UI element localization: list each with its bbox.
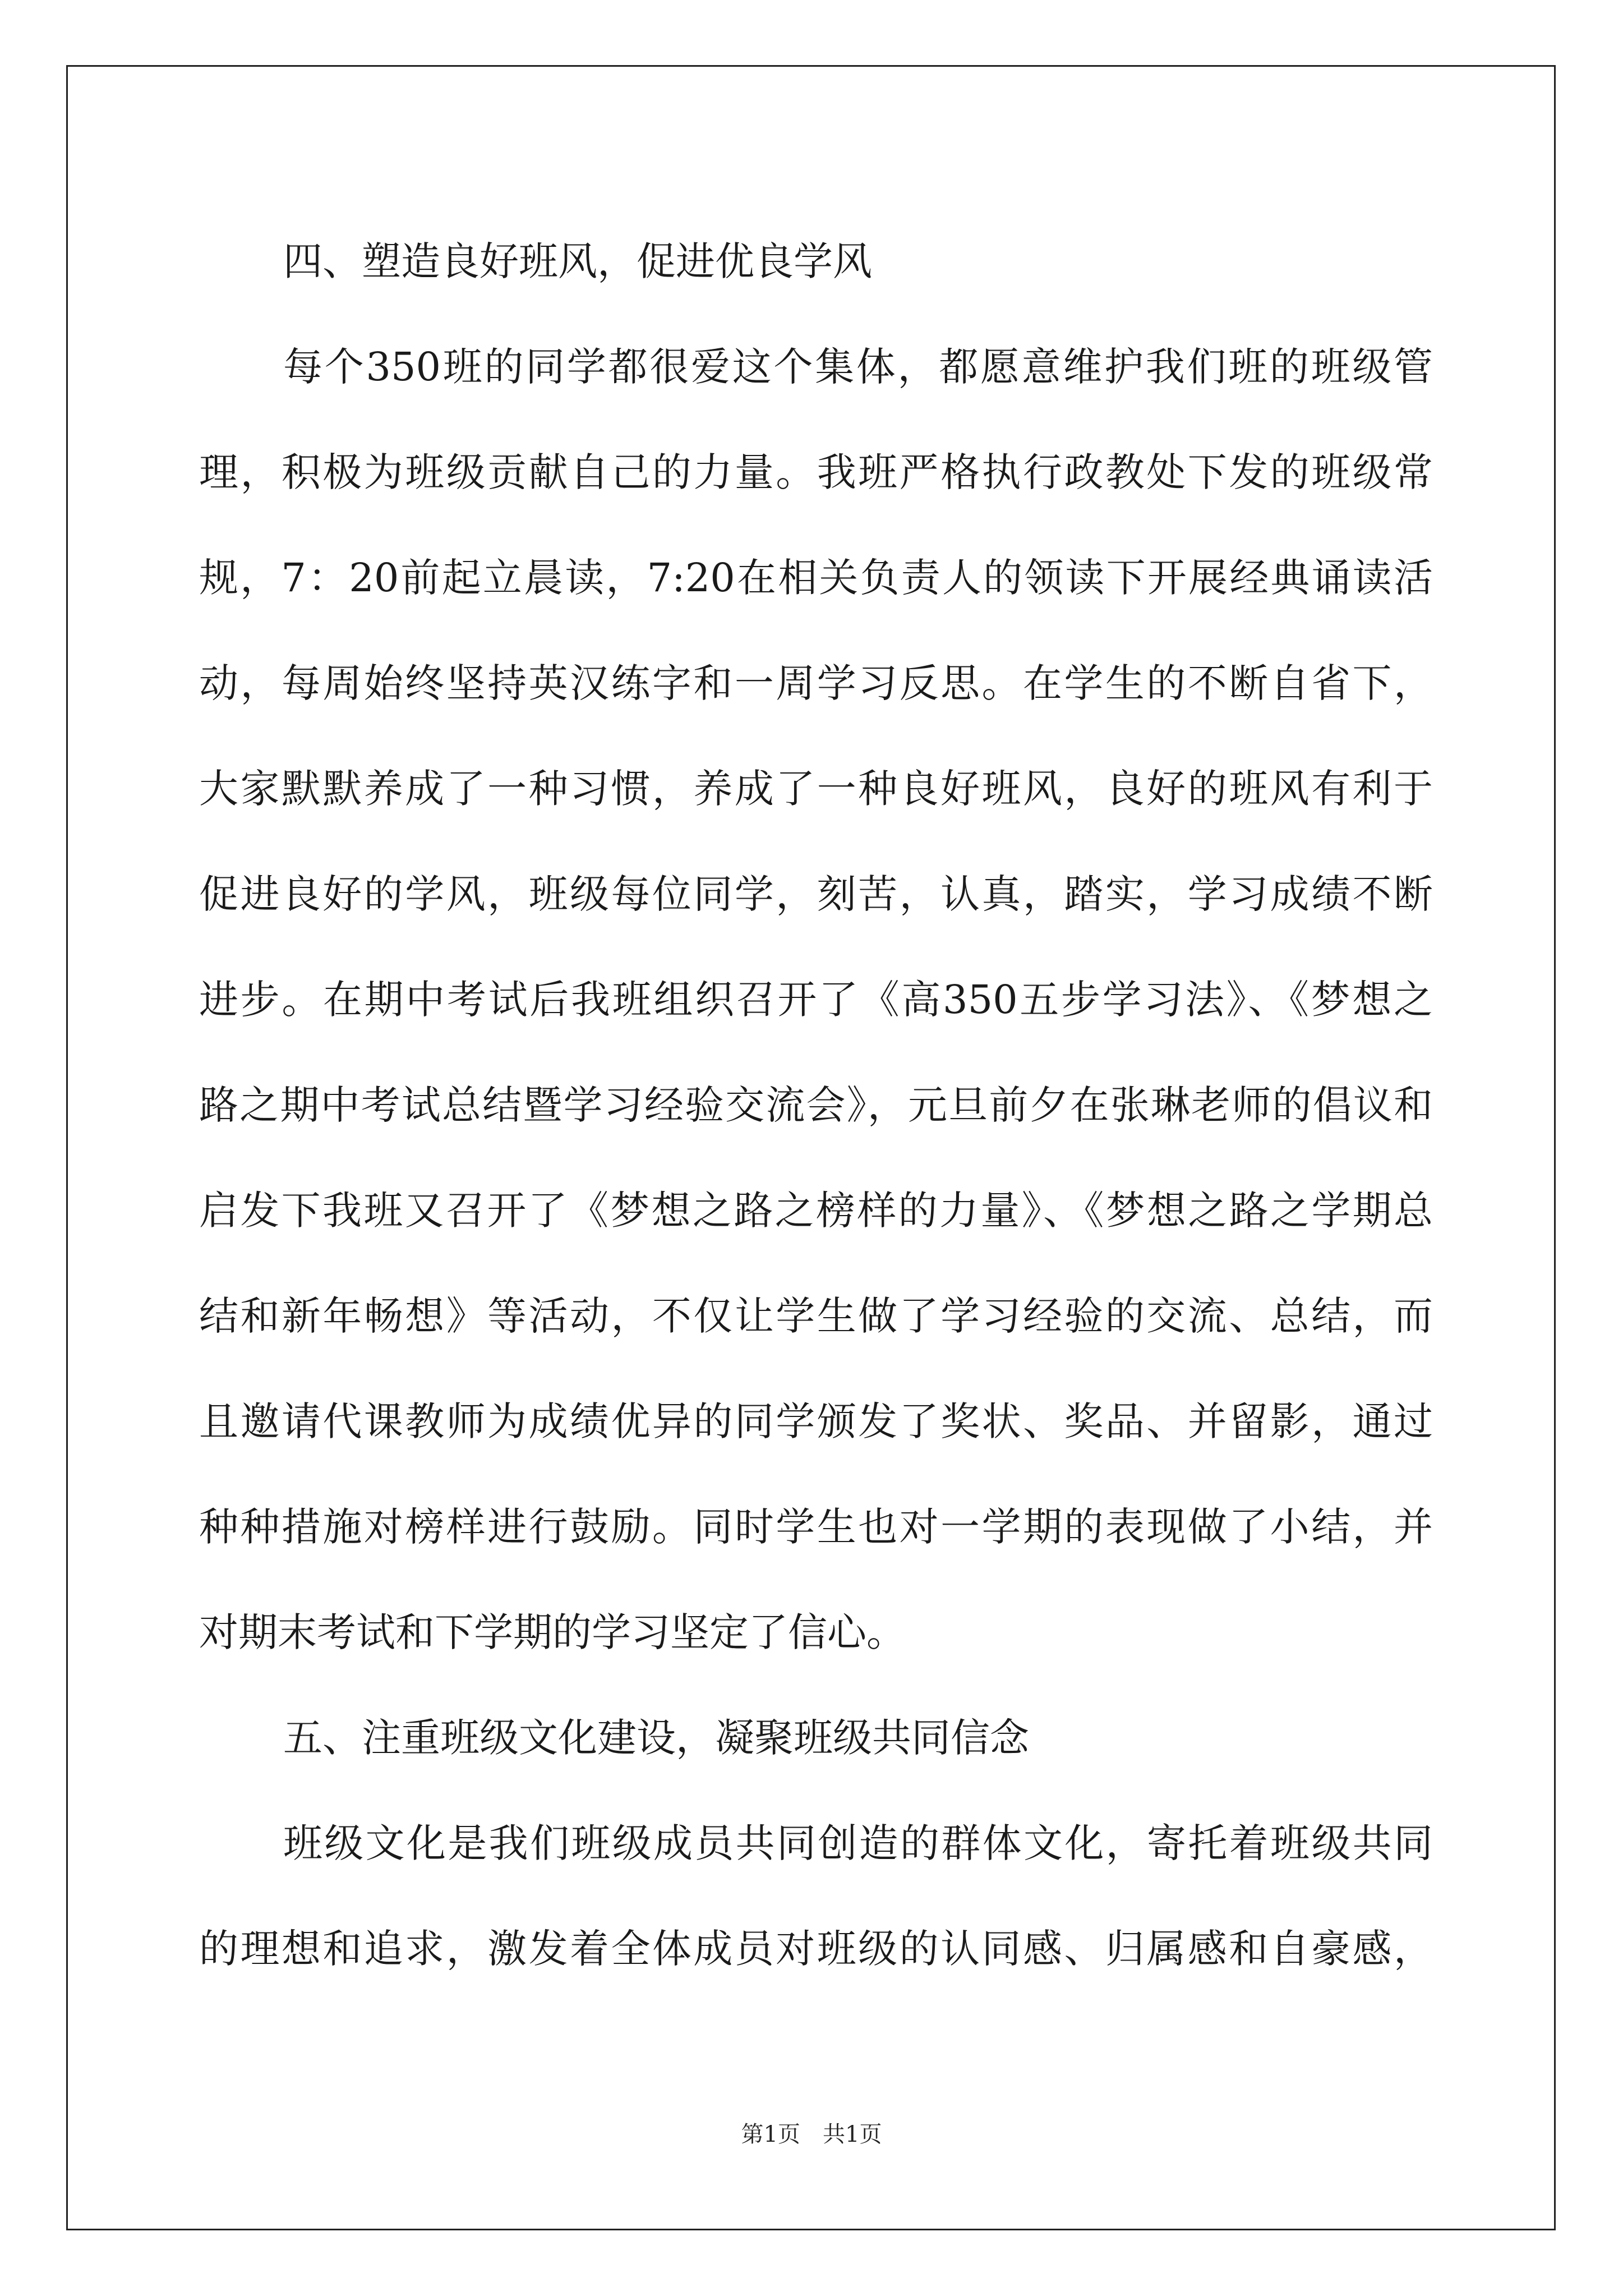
text-line: 五、注重班级文化建设，凝聚班级共同信念 [283, 1715, 1029, 1761]
text-line: 每个350班的同学都很爱这个集体，都愿意维护我们班的班级管 [283, 344, 1433, 390]
text-line: 结和新年畅想》等活动，不仅让学生做了学习经验的交流、总结，而 [199, 1293, 1433, 1339]
text-line: 启发下我班又召开了《梦想之路之榜样的力量》、《梦想之路之学期总 [199, 1188, 1433, 1234]
text-line: 理，积极为班级贡献自己的力量。我班严格执行政教处下发的班级常 [199, 449, 1433, 495]
text-line: 且邀请代课教师为成绩优异的同学颁发了奖状、奖品、并留影，通过 [199, 1398, 1433, 1444]
text-line: 进步。在期中考试后我班组织召开了《高350五步学习法》、《梦想之 [199, 977, 1433, 1023]
page-number: 第1页 共1页 [741, 2122, 882, 2147]
text-line: 动，每周始终坚持英汉练字和一周学习反思。在学生的不断自省下， [199, 660, 1433, 706]
text-line: 四、塑造良好班风，促进优良学风 [283, 238, 872, 284]
text-line: 规，7：20前起立晨读，7:20在相关负责人的领读下开展经典诵读活 [199, 555, 1433, 601]
text-line: 种种措施对榜样进行鼓励。同时学生也对一学期的表现做了小结，并 [199, 1504, 1433, 1550]
text-line: 路之期中考试总结暨学习经验交流会》，元旦前夕在张琳老师的倡议和 [199, 1082, 1433, 1128]
text-line: 班级文化是我们班级成员共同创造的群体文化，寄托着班级共同 [283, 1820, 1433, 1866]
text-line: 促进良好的学风，班级每位同学，刻苦，认真，踏实，学习成绩不断 [199, 871, 1433, 917]
text-line: 对期末考试和下学期的学习坚定了信心。 [199, 1609, 906, 1655]
text-line: 的理想和追求，激发着全体成员对班级的认同感、归属感和自豪感， [199, 1926, 1433, 1972]
text-line: 大家默默养成了一种习惯，养成了一种良好班风，良好的班风有利于 [199, 766, 1433, 812]
document-body [199, 209, 1433, 2001]
